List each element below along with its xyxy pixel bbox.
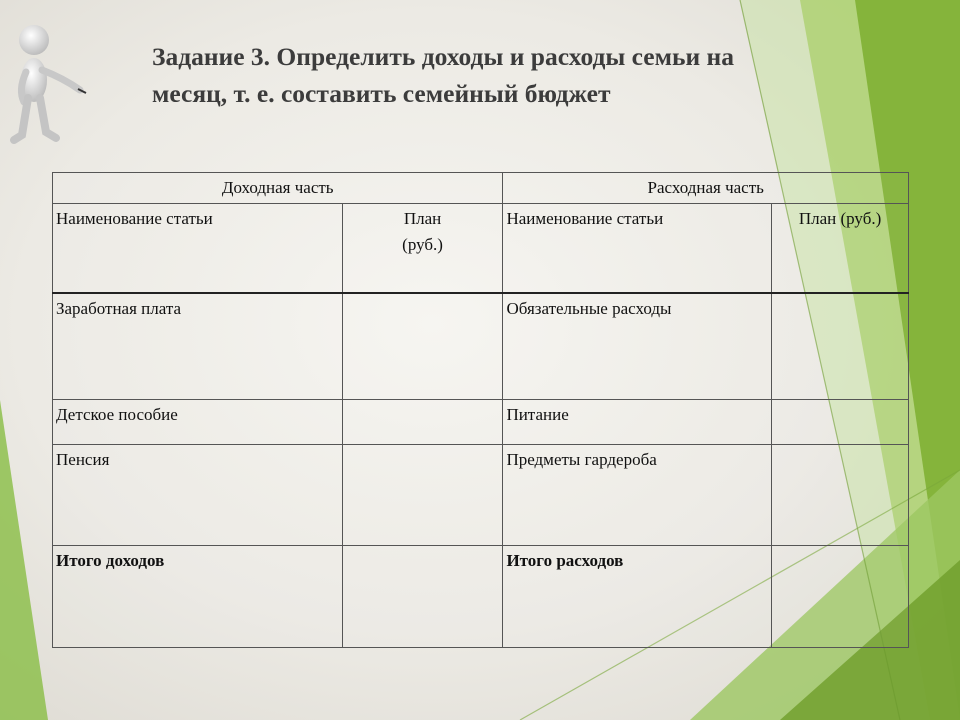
expense-item-name-header: Наименование статьи [503,204,772,294]
income-total-label: Итого доходов [53,546,343,648]
income-total-cell[interactable] [342,546,503,648]
expense-plan-cell[interactable] [772,445,909,546]
table-total-row [53,546,909,648]
expense-item-clothing: Предметы гардероба [503,445,772,546]
income-item-child-benefit: Детское пособие [53,400,343,445]
expense-plan-header: План (руб.) [772,204,909,294]
table-section-header-row [53,173,909,204]
table-column-header-row [53,204,909,294]
table-row [53,445,909,546]
expense-total-label: Итого расходов [503,546,772,648]
expense-plan-cell[interactable] [772,400,909,445]
expense-item-mandatory: Обязательные расходы [503,293,772,400]
slide-title: Задание 3. Определить доходы и расходы семьи на месяц, т. е. составить семейный бюджет [152,42,734,108]
expense-total-cell[interactable] [772,546,909,648]
budget-table [52,172,909,648]
income-item-name-header: Наименование статьи [53,204,343,294]
expense-header: Расходная часть [503,173,909,204]
income-item-salary: Заработная плата [53,293,343,400]
income-header: Доходная часть [53,173,503,204]
income-plan-cell[interactable] [342,445,503,546]
income-plan-cell[interactable] [342,293,503,400]
expense-item-food: Питание [503,400,772,445]
pointing-person-icon [8,20,88,148]
expense-plan-cell[interactable] [772,293,909,400]
income-plan-header: План (руб.) [342,204,503,294]
table-row [53,293,909,400]
table-row [53,400,909,445]
income-plan-cell[interactable] [342,400,503,445]
income-item-pension: Пенсия [53,445,343,546]
